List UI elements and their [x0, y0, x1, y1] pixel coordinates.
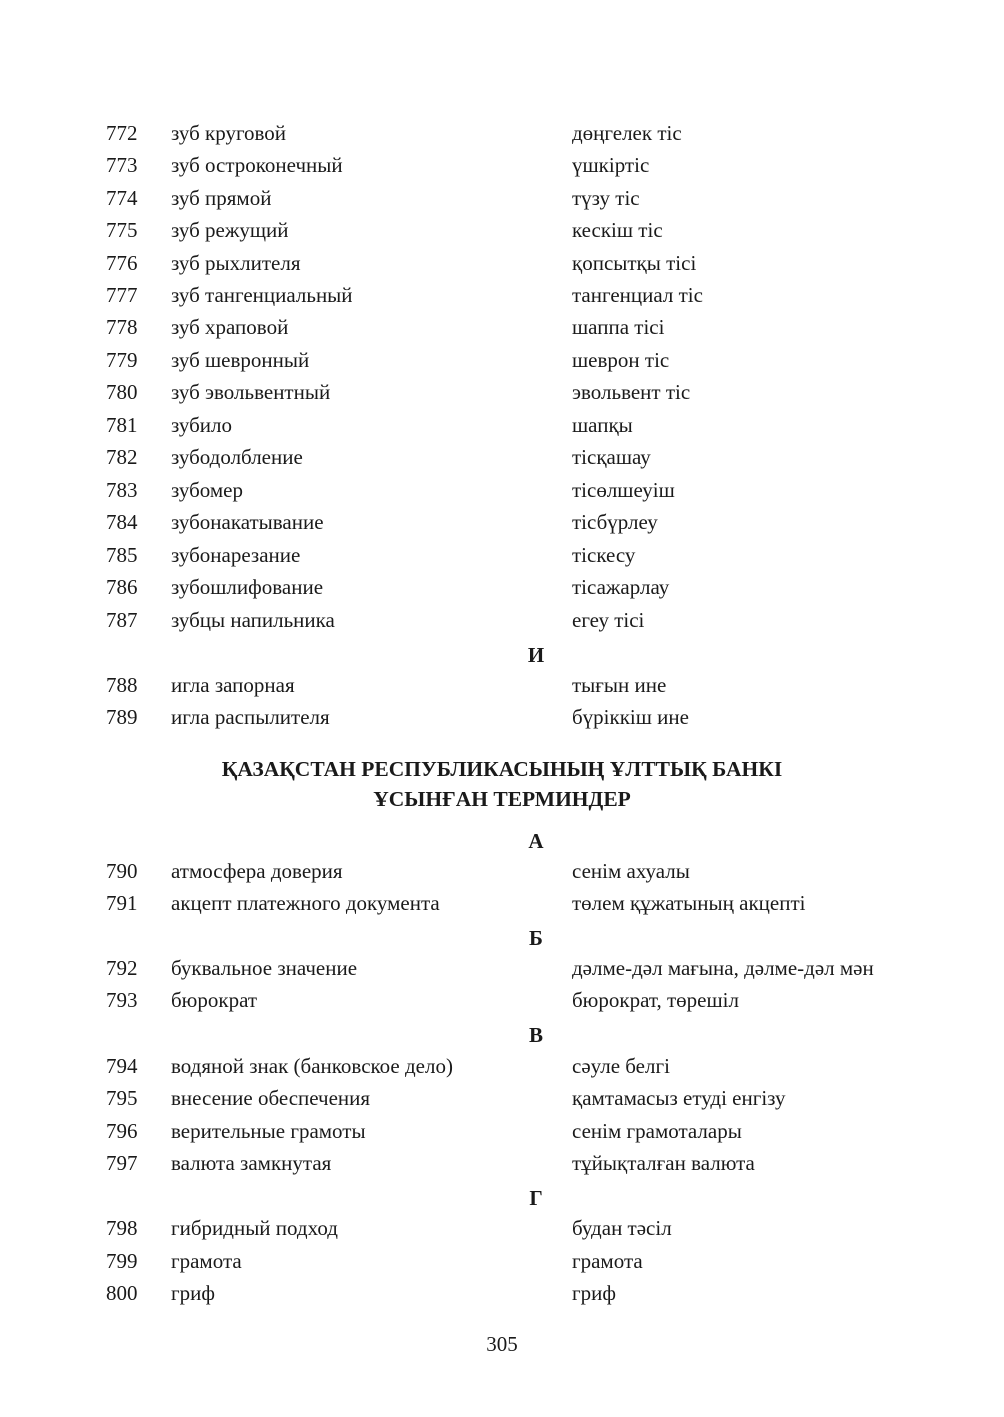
entry-kazakh: эвольвент тіс: [572, 380, 691, 404]
entry-kazakh: тісқашау: [572, 445, 651, 469]
entry-number: 796: [106, 1119, 138, 1143]
letter-heading-v: В: [528, 1023, 543, 1047]
entry-number: 789: [106, 705, 138, 729]
entry-number: 783: [106, 478, 138, 502]
entry-kazakh: сенім ахуалы: [572, 859, 690, 883]
entry-row: [0, 311, 1004, 343]
entry-row: [0, 1245, 1004, 1277]
entry-kazakh: шаппа тісі: [572, 315, 665, 339]
entry-russian: водяной знак (банковское дело): [171, 1054, 453, 1078]
entry-russian: зуб остроконечный: [171, 153, 343, 177]
entry-number: 794: [106, 1054, 138, 1078]
entry-kazakh: тангенциал тіс: [572, 283, 703, 307]
entry-russian: зуб прямой: [171, 186, 272, 210]
entry-row: [0, 182, 1004, 214]
entry-number: 779: [106, 348, 138, 372]
entry-kazakh: үшкіртіс: [572, 153, 650, 177]
section-heading-line1: ҚАЗАҚСТАН РЕСПУБЛИКАСЫНЫҢ ҰЛТТЫҚ БАНКІ: [221, 757, 783, 781]
entry-row: [0, 1212, 1004, 1244]
entry-russian: зубонарезание: [171, 543, 301, 567]
entry-number: 793: [106, 988, 138, 1012]
entry-number: 780: [106, 380, 138, 404]
entry-row: [0, 247, 1004, 279]
entry-russian: зубодолбление: [171, 445, 303, 469]
entry-kazakh: дәлме-дәл мағына, дәлме-дәл мән: [572, 956, 874, 980]
entry-row: [0, 952, 1004, 984]
entry-number: 775: [106, 218, 138, 242]
entry-kazakh: будан тәсіл: [572, 1216, 672, 1240]
entry-number: 784: [106, 510, 138, 534]
entry-row: [0, 214, 1004, 246]
entry-number: 772: [106, 121, 138, 145]
entry-row: [0, 441, 1004, 473]
entry-number: 792: [106, 956, 138, 980]
entry-russian: внесение обеспечения: [171, 1086, 371, 1110]
entry-russian: грамота: [171, 1249, 242, 1273]
entry-row: [0, 149, 1004, 181]
entry-russian: зубонакатывание: [171, 510, 324, 534]
entry-kazakh: сенім грамоталары: [572, 1119, 742, 1143]
entry-number: 787: [106, 608, 138, 632]
entry-number: 781: [106, 413, 138, 437]
entry-row: [0, 1147, 1004, 1179]
entry-kazakh: тісажарлау: [572, 575, 670, 599]
entry-russian: зубило: [171, 413, 232, 437]
entry-kazakh: егеу тісі: [572, 608, 645, 632]
entry-number: 776: [106, 251, 138, 275]
entry-kazakh: тісбүрлеу: [572, 510, 658, 534]
letter-heading-i: И: [527, 643, 545, 667]
entry-kazakh: шапқы: [572, 413, 633, 437]
entry-number: 774: [106, 186, 138, 210]
entry-row: [0, 1277, 1004, 1309]
entry-kazakh: бүріккіш ине: [572, 705, 689, 729]
entry-number: 797: [106, 1151, 138, 1175]
entry-kazakh: түзу тіс: [572, 186, 640, 210]
entry-kazakh: кескіш тіс: [572, 218, 663, 242]
entry-russian: бюрократ: [171, 988, 258, 1012]
entry-russian: зуб храповой: [171, 315, 289, 339]
entry-row: [0, 887, 1004, 919]
entry-number: 788: [106, 673, 138, 697]
entry-kazakh: сәуле белгі: [572, 1054, 670, 1078]
entry-row: [0, 409, 1004, 441]
entry-row: [0, 344, 1004, 376]
entry-number: 795: [106, 1086, 138, 1110]
entry-row: [0, 539, 1004, 571]
entry-russian: зубомер: [171, 478, 243, 502]
section-heading-line2: ҰСЫНҒАН ТЕРМИНДЕР: [373, 787, 631, 811]
entry-russian: акцепт платежного документа: [171, 891, 440, 915]
entry-row: [0, 701, 1004, 733]
entry-kazakh: тығын ине: [572, 673, 667, 697]
entry-row: [0, 984, 1004, 1016]
entry-russian: зуб эвольвентный: [171, 380, 331, 404]
entry-russian: зуб рыхлителя: [171, 251, 301, 275]
entry-kazakh: тісөлшеуіш: [572, 478, 675, 502]
entry-row: [0, 1082, 1004, 1114]
entry-kazakh: дөңгелек тіс: [572, 121, 682, 145]
entry-russian: гриф: [171, 1281, 215, 1305]
letter-heading-a: А: [528, 829, 544, 853]
entry-row: [0, 855, 1004, 887]
entry-number: 798: [106, 1216, 138, 1240]
entry-russian: зуб режущий: [171, 218, 289, 242]
entry-russian: верительные грамоты: [171, 1119, 366, 1143]
entry-number: 773: [106, 153, 138, 177]
entry-row: [0, 117, 1004, 149]
entry-russian: зуб шевронный: [171, 348, 310, 372]
entry-number: 785: [106, 543, 138, 567]
entry-kazakh: тіскесу: [572, 543, 636, 567]
entry-kazakh: төлем құжатының акцепті: [572, 891, 806, 915]
entry-row: [0, 1115, 1004, 1147]
entry-row: [0, 669, 1004, 701]
entry-number: 782: [106, 445, 138, 469]
entry-row: [0, 604, 1004, 636]
entry-kazakh: бюрократ, төрешіл: [572, 988, 739, 1012]
entry-row: [0, 571, 1004, 603]
entry-number: 800: [106, 1281, 138, 1305]
entry-row: [0, 1050, 1004, 1082]
entry-russian: зубошлифование: [171, 575, 324, 599]
entry-russian: игла запорная: [171, 673, 295, 697]
entry-russian: зуб круговой: [171, 121, 287, 145]
entry-row: [0, 474, 1004, 506]
entry-number: 786: [106, 575, 138, 599]
entry-russian: валюта замкнутая: [171, 1151, 332, 1175]
page-number: 305: [486, 1332, 518, 1356]
entry-russian: гибридный подход: [171, 1216, 338, 1240]
entry-row: [0, 506, 1004, 538]
entry-kazakh: тұйықталған валюта: [572, 1151, 755, 1175]
entry-kazakh: гриф: [572, 1281, 616, 1305]
entry-russian: игла распылителя: [171, 705, 330, 729]
entry-russian: атмосфера доверия: [171, 859, 343, 883]
letter-heading-g: Г: [529, 1186, 543, 1210]
entry-kazakh: шеврон тіс: [572, 348, 670, 372]
letter-heading-b: Б: [529, 926, 543, 950]
entry-row: [0, 376, 1004, 408]
entry-number: 778: [106, 315, 138, 339]
entry-row: [0, 279, 1004, 311]
entry-kazakh: қопсытқы тісі: [572, 251, 697, 275]
entry-number: 790: [106, 859, 138, 883]
entry-number: 799: [106, 1249, 138, 1273]
entry-kazakh: грамота: [572, 1249, 643, 1273]
entry-russian: зубцы напильника: [171, 608, 335, 632]
entry-number: 777: [106, 283, 138, 307]
entry-kazakh: қамтамасыз етуді енгізу: [572, 1086, 786, 1110]
entry-russian: буквальное значение: [171, 956, 358, 980]
entry-number: 791: [106, 891, 138, 915]
entry-russian: зуб тангенциальный: [171, 283, 353, 307]
